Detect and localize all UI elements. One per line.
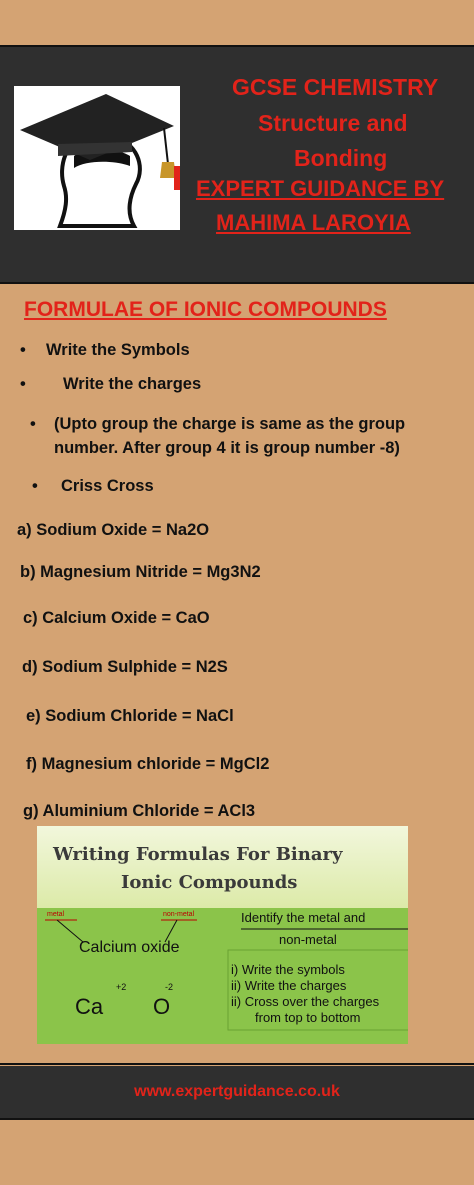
header-author-line1: EXPERT GUIDANCE BY	[196, 176, 445, 201]
identify-line1: Identify the metal and	[241, 910, 366, 925]
step-line: from top to bottom	[255, 1010, 361, 1025]
header-topic-line2: Bonding	[294, 145, 388, 171]
header-course: GCSE CHEMISTRY	[232, 74, 439, 100]
bullet-item: Write the charges	[63, 375, 202, 393]
picture-title-line2: Ionic Compounds	[121, 872, 298, 893]
graduate-logo	[14, 86, 180, 230]
nonmetal-tag: non-metal	[163, 911, 195, 918]
example-line: e) Sodium Chloride = NaCl	[26, 707, 234, 725]
footer-top-rule	[0, 1063, 474, 1065]
bullet-dot: •	[30, 415, 36, 433]
header-author-line2: MAHIMA LAROYIA	[216, 210, 411, 235]
example-line: c) Calcium Oxide = CaO	[23, 609, 210, 627]
example-line: a) Sodium Oxide = Na2O	[17, 521, 210, 539]
charge-calcium: +2	[116, 982, 127, 992]
bullet-dot: •	[20, 375, 26, 393]
example-line: g) Aluminium Chloride = ACl3	[23, 802, 256, 820]
bullet-item: (Upto group the charge is same as the group	[54, 415, 406, 433]
header-bottom-rule	[0, 282, 474, 284]
picture-title-line1: Writing Formulas For Binary	[53, 844, 343, 865]
example-line: f) Magnesium chloride = MgCl2	[26, 755, 270, 773]
section-title: FORMULAE OF IONIC COMPOUNDS	[24, 298, 387, 321]
charge-oxygen: -2	[165, 982, 174, 992]
bullet-dot: •	[32, 477, 38, 495]
identify-line2: non-metal	[279, 932, 337, 947]
binary-ionic-compounds-picture	[37, 826, 408, 1044]
graduate-cap-icon	[14, 86, 180, 230]
bullet-item: Criss Cross	[61, 477, 154, 495]
example-line: b) Magnesium Nitride = Mg3N2	[20, 563, 261, 581]
metal-tag: metal	[47, 911, 65, 918]
symbol-calcium: Ca	[75, 994, 104, 1019]
example-line: d) Sodium Sulphide = N2S	[22, 658, 228, 676]
bullet-item: Write the Symbols	[46, 341, 190, 359]
bullet-item-continued: number. After group 4 it is group number -8)	[54, 439, 400, 457]
step-line: ii) Cross over the charges	[231, 994, 380, 1009]
symbol-oxygen: O	[153, 994, 171, 1019]
footer-bottom-rule	[0, 1118, 474, 1120]
header-topic-line1: Structure and	[258, 110, 408, 136]
step-line: i) Write the symbols	[231, 962, 345, 977]
compound-name: Calcium oxide	[79, 939, 180, 956]
bullet-dot: •	[20, 341, 26, 359]
step-line: ii) Write the charges	[231, 978, 347, 993]
website-link[interactable]: www.expertguidance.co.uk	[134, 1083, 340, 1100]
